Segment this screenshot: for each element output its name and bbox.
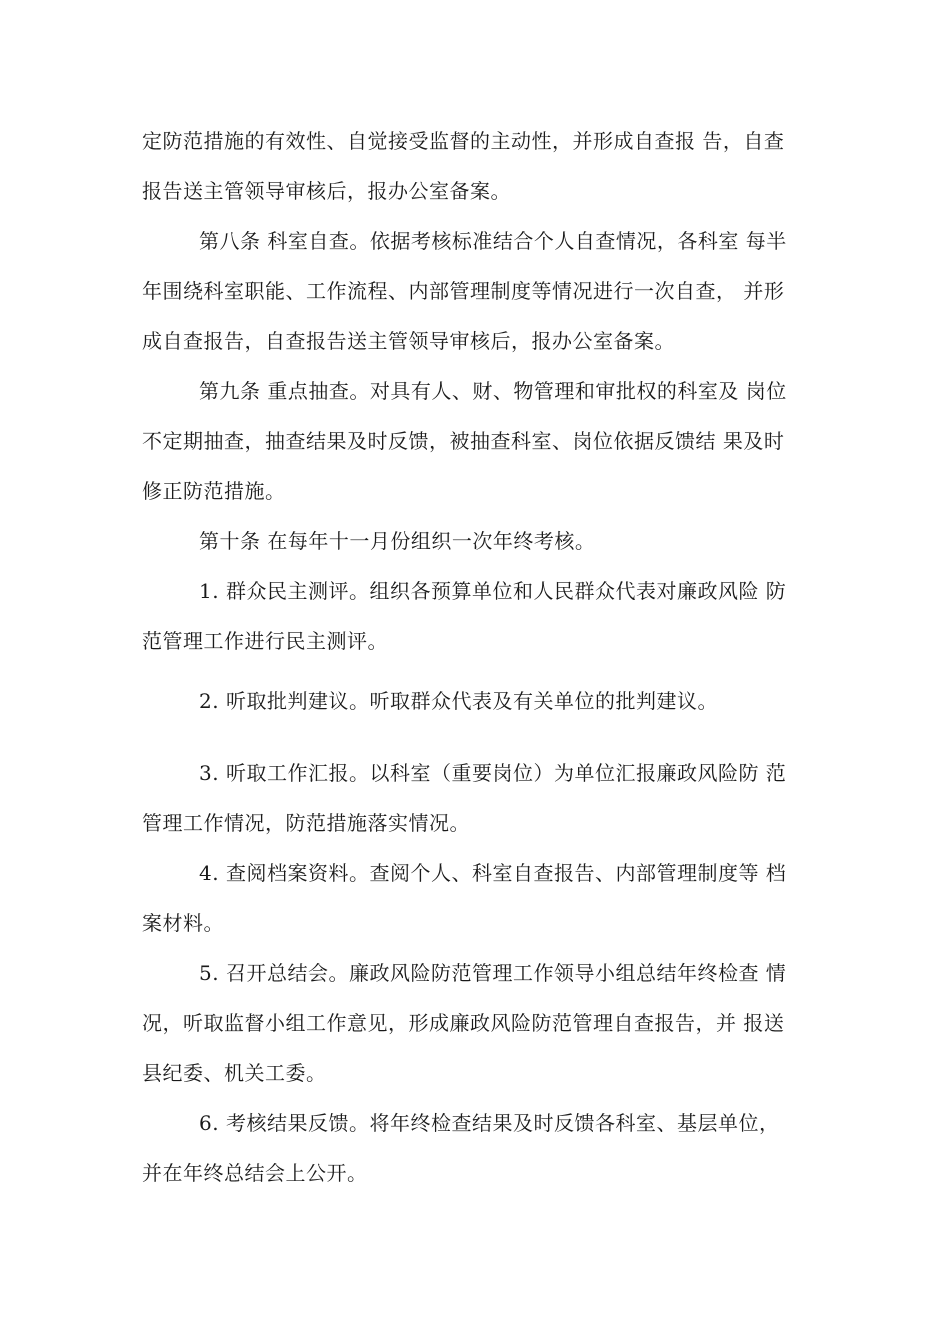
text-line: 报告送主管领导审核后，报办公室备案。 — [142, 179, 511, 203]
text-line: 年围绕科室职能、工作流程、内部管理制度等情况进行一次自查， 并形 — [142, 279, 785, 303]
text-line: 第八条 科室自查。依据考核标准结合个人自查情况，各科室 每半 — [199, 229, 787, 253]
item-6 — [142, 1098, 817, 1198]
item-2 — [142, 676, 817, 726]
text-line: 况，听取监督小组工作意见，形成廉政风险防范管理自查报告，并 报送 — [142, 1011, 785, 1035]
text-line: 范管理工作进行民主测评。 — [142, 629, 388, 653]
text-line: 成自查报告，自查报告送主管领导审核后，报办公室备案。 — [142, 329, 675, 353]
text-line: 第十条 在每年十一月份组织一次年终考核。 — [199, 529, 596, 553]
paragraph-1 — [142, 116, 817, 216]
text-line: 4. 查阅档案资料。查阅个人、科室自查报告、内部管理制度等 档 — [199, 861, 787, 885]
text-line: 第九条 重点抽查。对具有人、财、物管理和审批权的科室及 岗位 — [199, 379, 787, 403]
text-line: 并在年终总结会上公开。 — [142, 1161, 368, 1185]
text-line: 1. 群众民主测评。组织各预算单位和人民群众代表对廉政风险 防 — [199, 579, 787, 603]
text-line: 不定期抽查，抽查结果及时反馈，被抽查科室、岗位依据反馈结 果及时 — [142, 429, 785, 453]
text-line: 2. 听取批判建议。听取群众代表及有关单位的批判建议。 — [199, 689, 718, 713]
text-line: 3. 听取工作汇报。以科室（重要岗位）为单位汇报廉政风险防 范 — [199, 761, 787, 785]
item-4 — [142, 848, 817, 948]
document-page — [142, 116, 817, 1198]
item-3 — [142, 748, 817, 848]
article-8 — [142, 216, 817, 366]
text-line: 案材料。 — [142, 911, 224, 935]
article-9 — [142, 366, 817, 516]
item-5 — [142, 948, 817, 1098]
text-line: 5. 召开总结会。廉政风险防范管理工作领导小组总结年终检查 情 — [199, 961, 787, 985]
item-1 — [142, 566, 817, 666]
text-line: 管理工作情况，防范措施落实情况。 — [142, 811, 470, 835]
text-line: 6. 考核结果反馈。将年终检查结果及时反馈各科室、基层单位， — [199, 1111, 780, 1135]
text-line: 县纪委、机关工委。 — [142, 1061, 327, 1085]
text-line: 修正防范措施。 — [142, 479, 286, 503]
text-line: 定防范措施的有效性、自觉接受监督的主动性，并形成自查报 告，自查 — [142, 129, 785, 153]
article-10 — [142, 516, 817, 566]
